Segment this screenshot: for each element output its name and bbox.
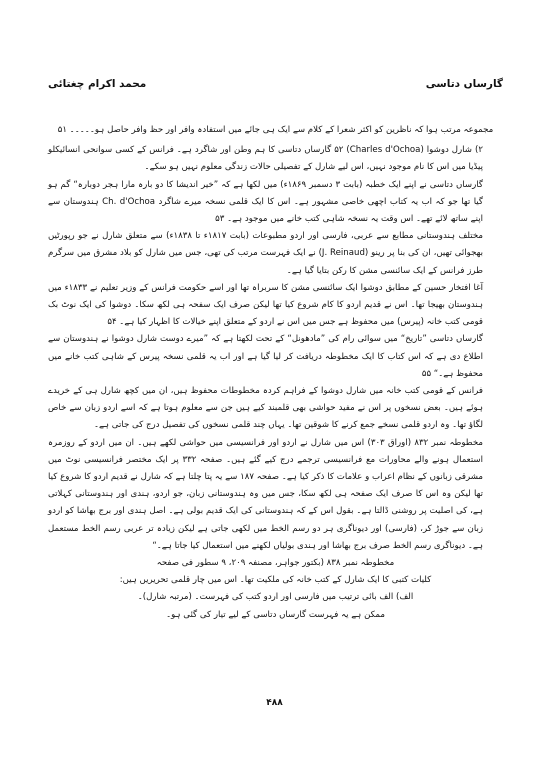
paragraph-quote-ending: مجموعہ مرتب ہوا کہ ناظرین کو اکثر شعرا کے کلام سے ایک ہی جائے میں استفادہ وافر اور حظ وافر حاصل ہو۔۔۔۔۔ ۵۱ (57, 125, 494, 135)
paragraph-list-item-alif: الف) الف بائی ترتیب میں فارسی اور اردو کتب کی فہرست۔ (مرتبہ شارل)۔ (137, 592, 414, 603)
running-header (48, 78, 503, 98)
paragraph-garcin-lecture: گارساں دتاسی نے اپنے ایک خطبہ (بابت ۳ دسمبر ۱۸۶۹ء) میں لکھا ہے کہ ”خیر اندیشا کا دو بارہ مارا ہجر دوبارہ“ گم ہو گیا تھا جو کہ اب یہ کتاب اچھی خاصی مشہور ہے۔ اس کا ایک قلمی نسخہ میرے شاگرد Ch. d'Ochoa ہندوستان سے اپنے ساتھ لائے تھے۔ اس وقت یہ نسخہ شاہی کتب خانے میں موجود ہے۔ ۵۳ (48, 179, 483, 225)
page-number: ۴۸۸ (266, 698, 283, 708)
paragraph-agha-iftikhar: آغا افتخار حسین کے مطابق دوشوا ایک سائنسی مشن کا سربراہ تھا اور اسے حکومت فرانس کے وزیر تعلیم نے ۱۸۳۳ء میں ہندوستان بھیجا تھا۔ اس نے قدیم اردو کا کام شروع کیا تھا لیکن صرف ایک سفحہ ہی لکھ سکا۔ دوشوا کی ایک نوٹ بک قومی کتب خانہ (پیرس) میں محفوظ ہے جس میں اس نے اردو کے متعلق اپنے خیالات کا اظہار کیا ہے۔ ۵۴ (48, 282, 483, 328)
paragraph-manuscript-838: مخطوطہ نمبر ۸۳۸ (بکتور جواہر، مصنفہ ۲۰۹، ۹ سطور فی صفحہ (156, 558, 395, 569)
paragraph-kulliyat: کلیات کتبی کا ایک شارل کے کتب خانہ کی ملکیت تھا۔ اس میں چار قلمی تحریریں ہیں: (119, 575, 432, 586)
paragraph-closing-note: ممکن ہے یہ فہرست گارساں دتاسی کے لیے تیار کی گئی ہو۔ (166, 609, 385, 620)
header-author: محمد اکرام چغتائی (48, 78, 147, 90)
paragraph-manuscript-832: مخطوطہ نمبر ۸۳۲ (اوراق ۳۰۳) اس میں شارل نے اردو اور فرانسیسی میں حواشی لکھے ہیں۔ ان میں اردو کے روزمرہ استعمال ہونے والے محاورات مع فرانسیسی ترجمے درج کیے گئے ہیں۔ صفحہ ۳۳۲ پر ایک مختصر فرانسیسی نوٹ میں مشرقی زبانوں کے نظام اعراب و علامات کا ذکر کیا ہے۔ صفحہ ۱۸۷ سے یہ پتا چلتا ہے کہ شارل نے قدیم اردو کا شروع کیا تھا لیکن وہ اس کا صرف ایک صفحہ ہی لکھ سکا، جس میں وہ ہندوستانی زبان، جو اردو، ہندی اور ہندوستانی کہلاتی ہے، کی اصلیت پر روشنی ڈالتا ہے۔ بقول اس کے کہ ہندوستانی کی ایک قدیم بولی ہے۔ اصل ہندی اور برج بھاشا کو اردو زبان سے جوڑ کر، (فارسی) اور دیوناگری ہر دو رسم الخط میں لکھی جاتی ہے لیکن زیادہ تر عربی رسم الخط مستعمل ہے۔ دیوناگری رسم الخط صرف برج بھاشا اور ہندی بولیاں لکھنے میں استعمال کیا جاتا ہے۔“ (48, 437, 483, 551)
header-title: گارساں دتاسی (425, 78, 503, 90)
body-text (48, 122, 503, 624)
paragraph-reinaud-report: مختلف ہندوستانی مطابع سے عربی، فارسی اور اردو مطبوعات (بابت ۱۸۱۷ء تا ۱۸۳۸ء) سے متعلق شارل نے جو رپورٹیں بھجوائی تھیں، ان کی بنا پر رینو (J. Reinaud) نے ایک فہرست مرتب کی تھی، جس میں شارل کو بلاد مشرق میں سرگرم طرز فرانس کے ایک سائنسی مشن کا رکن بتایا گیا ہے۔ (48, 231, 483, 276)
paragraph-charles-dochoa-intro: ۲) شارل دوشوا (Charles d'Ochoa) ۵۲ گارساں دتاسی کا ہم وطن اور شاگرد ہے۔ فرانس کے کسی سوانحی انسائیکلو پیڈیا میں اس کا نام موجود نہیں، اس لیے شارل کے تفصیلی حالات زندگی معلوم نہیں ہو سکے۔ (48, 145, 483, 173)
paragraph-national-library: فرانس کے قومی کتب خانہ میں شارل دوشوا کے فراہم کردہ مخطوطات محفوظ ہیں، ان میں کچھ شارل ہی کے خریدے ہوئے ہیں۔ بعض نسخوں پر اس نے مفید حواشی بھی قلمبند کیے ہیں جن سے معلوم ہوتا ہے کہ اسے اردو زبان سے خاص لگاؤ تھا۔ وہ اردو قلمی نسخے جمع کرنے کا شوقین تھا۔ یہاں چند قلمی نسخوں کی تفصیل درج کی جاتی ہے۔ (48, 386, 483, 431)
paragraph-madhonal: گارساں دتاسی ”تاریخ“ میں سوائی رام کی ”مادھونل“ کے تحت لکھتا ہے کہ ”میرے دوست شارل دوشوا نے ہندوستان سے اطلاع دی ہے کہ اس کتاب کا ایک مخطوطہ دریافت کر لیا گیا ہے اور اب یہ قلمی نسخہ پیرس کے شاہی کتب خانے میں محفوظ ہے۔“ ۵۵ (48, 334, 483, 379)
